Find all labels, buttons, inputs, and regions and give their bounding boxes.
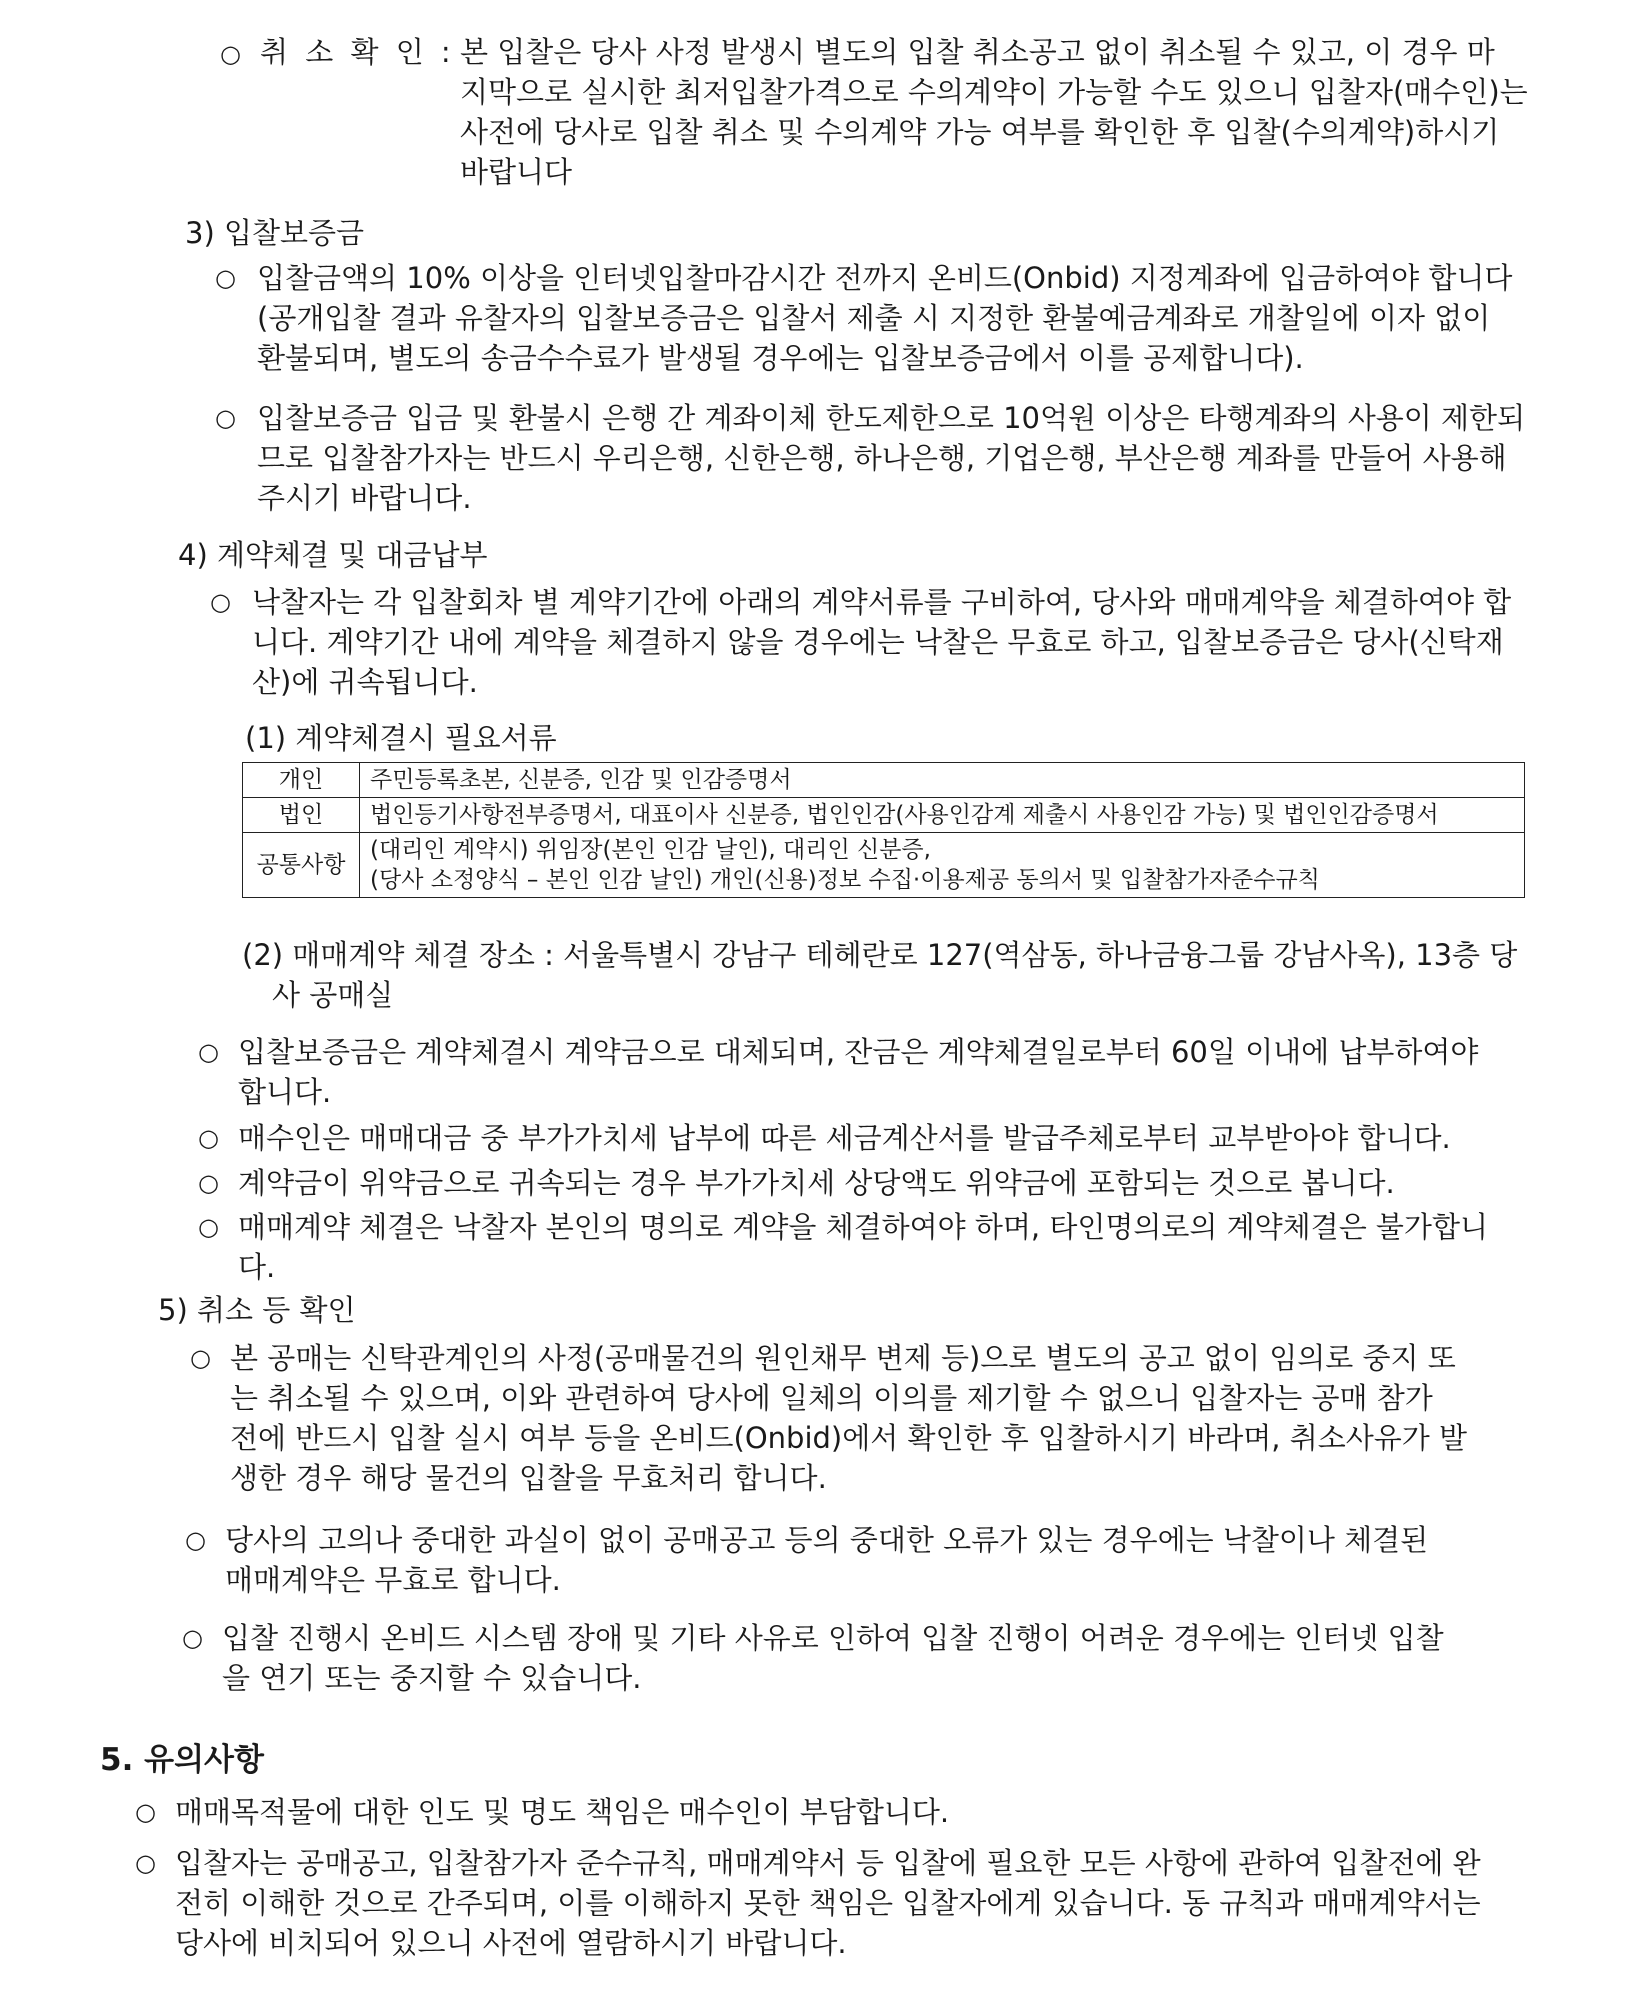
text-line: 전히 이해한 것으로 간주되며, 이를 이해하지 못한 책임은 입찰자에게 있습니다. 동 규칙과 매매계약서는: [175, 1886, 1481, 1920]
bullet-icon: ○: [215, 404, 236, 432]
list-item: [198, 1118, 1508, 1158]
table-cell-value: [360, 763, 1525, 798]
text-line: 는 취소될 수 있으며, 이와 관련하여 당사에 일체의 이의를 제기할 수 없으니 입찰자는 공매 참가: [230, 1381, 1433, 1415]
list-item: [182, 1618, 1510, 1698]
subheading: (1) 계약체결시 필요서류: [245, 721, 557, 755]
section-title: 5. 유의사항: [100, 1742, 264, 1778]
text-line: 본 공매는 신탁관계인의 사정(공매물건의 원인채무 변제 등)으로 별도의 공고 없이 임의로 중지 또: [230, 1341, 1456, 1375]
bullet-icon: ○: [210, 588, 231, 616]
text-line: 주시기 바랍니다.: [257, 481, 472, 515]
text-line: 므로 입찰참가자는 반드시 우리은행, 신한은행, 하나은행, 기업은행, 부산은행 계좌를 만들어 사용해: [257, 441, 1507, 475]
text-line: 생한 경우 해당 물건의 입찰을 무효처리 합니다.: [230, 1461, 827, 1495]
text-line: 낙찰자는 각 입찰회차 별 계약기간에 아래의 계약서류를 구비하여, 당사와 매매계약을 체결하여야 합: [252, 585, 1512, 619]
cell-text: 주민등록초본, 신분증, 인감 및 인감증명서: [370, 767, 792, 793]
list-item: [210, 582, 1560, 702]
section-heading: 5) 취소 등 확인: [158, 1293, 356, 1327]
list-item: [215, 398, 1560, 518]
cancel-check-label: 취 소 확 인 :: [260, 35, 455, 69]
bullet-icon: ○: [182, 1624, 203, 1652]
bullet-icon: ○: [198, 1169, 219, 1197]
bullet-icon: ○: [198, 1124, 219, 1152]
table-row: [243, 763, 1525, 798]
text-line: 입찰금액의 10% 이상을 인터넷입찰마감시간 전까지 온비드(Onbid) 지정계좌에 입금하여야 합니다: [257, 261, 1513, 295]
text-line: 환불되며, 별도의 송금수수료가 발생될 경우에는 입찰보증금에서 이를 공제합니다).: [257, 341, 1304, 375]
text-line: 당사의 고의나 중대한 과실이 없이 공매공고 등의 중대한 오류가 있는 경우에는 낙찰이나 체결된: [225, 1523, 1429, 1557]
bullet-icon: ○: [215, 264, 236, 292]
text-line: 산)에 귀속됩니다.: [252, 665, 478, 699]
text-line: 매매목적물에 대한 인도 및 명도 책임은 매수인이 부담합니다.: [175, 1795, 950, 1829]
bullet-icon: ○: [135, 1849, 156, 1877]
table-row: [243, 798, 1525, 833]
list-item: [190, 1338, 1510, 1498]
text-line: (2) 매매계약 체결 장소 : 서울특별시 강남구 테헤란로 127(역삼동, 하나금융그룹 강남사옥), 13층 당: [242, 938, 1518, 972]
table-cell-key: 개인: [243, 763, 360, 798]
list-item: [215, 258, 1560, 378]
text-line: 본 입찰은 당사 사정 발생시 별도의 입찰 취소공고 없이 취소될 수 있고, 이 경우 마: [460, 35, 1495, 69]
table-cell-key: 공통사항: [243, 833, 360, 898]
bullet-icon: ○: [185, 1526, 206, 1554]
list-item: [198, 1032, 1508, 1112]
section-heading: 3) 입찰보증금: [185, 216, 365, 250]
text-line: 바랍니다: [460, 155, 573, 189]
text-line: 전에 반드시 입찰 실시 여부 등을 온비드(Onbid)에서 확인한 후 입찰하시기 바라며, 취소사유가 발: [230, 1421, 1468, 1455]
text-line: 당사에 비치되어 있으니 사전에 열람하시기 바랍니다.: [175, 1926, 847, 1960]
text-line: 사 공매실: [272, 978, 394, 1012]
text-line: 입찰보증금 입금 및 환불시 은행 간 계좌이체 한도제한으로 10억원 이상은 타행계좌의 사용이 제한되: [257, 401, 1526, 435]
text-line: 입찰자는 공매공고, 입찰참가자 준수규칙, 매매계약서 등 입찰에 필요한 모든 사항에 관하여 입찰전에 완: [175, 1846, 1481, 1880]
bullet-icon: ○: [190, 1344, 211, 1372]
cell-text: (당사 소정양식 – 본인 인감 날인) 개인(신용)정보 수집·이용제공 동의서 및 입찰참가자준수규칙: [370, 867, 1320, 893]
text-line: 다.: [238, 1250, 276, 1284]
list-item: [198, 1207, 1508, 1287]
text-line: 니다. 계약기간 내에 계약을 체결하지 않을 경우에는 낙찰은 무효로 하고, 입찰보증금은 당사(신탁재: [252, 625, 1504, 659]
text-line: 사전에 당사로 입찰 취소 및 수의계약 가능 여부를 확인한 후 입찰(수의계약)하시기: [460, 115, 1500, 149]
table-row: [243, 833, 1525, 898]
list-item: [135, 1792, 1530, 1832]
section-heading: 4) 계약체결 및 대금납부: [178, 538, 488, 572]
bullet-icon: ○: [220, 40, 241, 68]
table-cell-value: [360, 798, 1525, 833]
list-item: [198, 1163, 1508, 1203]
list-item: [185, 1520, 1510, 1600]
cancel-check-text: [460, 32, 1580, 192]
cell-text: (대리인 계약시) 위임장(본인 인감 날인), 대리인 신분증,: [370, 837, 931, 863]
text-line: 매매계약 체결은 낙찰자 본인의 명의로 계약을 체결하여야 하며, 타인명의로의 계약체결은 불가합니: [238, 1210, 1488, 1244]
text-line: 합니다.: [238, 1075, 332, 1109]
list-item: [135, 1843, 1530, 1963]
text-line: (공개입찰 결과 유찰자의 입찰보증금은 입찰서 제출 시 지정한 환불예금계좌로 개찰일에 이자 없이: [257, 301, 1491, 335]
text-line: 매매계약은 무효로 합니다.: [225, 1563, 561, 1597]
text-line: 입찰보증금은 계약체결시 계약금으로 대체되며, 잔금은 계약체결일로부터 60일 이내에 납부하여야: [238, 1035, 1479, 1069]
cell-text: 법인등기사항전부증명서, 대표이사 신분증, 법인인감(사용인감계 제출시 사용인감 가능) 및 법인인감증명서: [370, 802, 1439, 828]
contract-location: [242, 935, 1560, 1015]
bullet-icon: ○: [198, 1213, 219, 1241]
required-documents-table: [242, 762, 1525, 898]
text-line: 매수인은 매매대금 중 부가가치세 납부에 따른 세금계산서를 발급주체로부터 교부받아야 합니다.: [238, 1121, 1451, 1155]
table-cell-key: 법인: [243, 798, 360, 833]
text-line: 입찰 진행시 온비드 시스템 장애 및 기타 사유로 인하여 입찰 진행이 어려운 경우에는 인터넷 입찰: [222, 1621, 1444, 1655]
text-line: 을 연기 또는 중지할 수 있습니다.: [222, 1661, 642, 1695]
text-line: 계약금이 위약금으로 귀속되는 경우 부가가치세 상당액도 위약금에 포함되는 것으로 봅니다.: [238, 1166, 1395, 1200]
bullet-icon: ○: [198, 1038, 219, 1066]
text-line: 지막으로 실시한 최저입찰가격으로 수의계약이 가능할 수도 있으니 입찰자(매수인)는: [460, 75, 1528, 109]
table-cell-value: [360, 833, 1525, 898]
bullet-icon: ○: [135, 1798, 156, 1826]
